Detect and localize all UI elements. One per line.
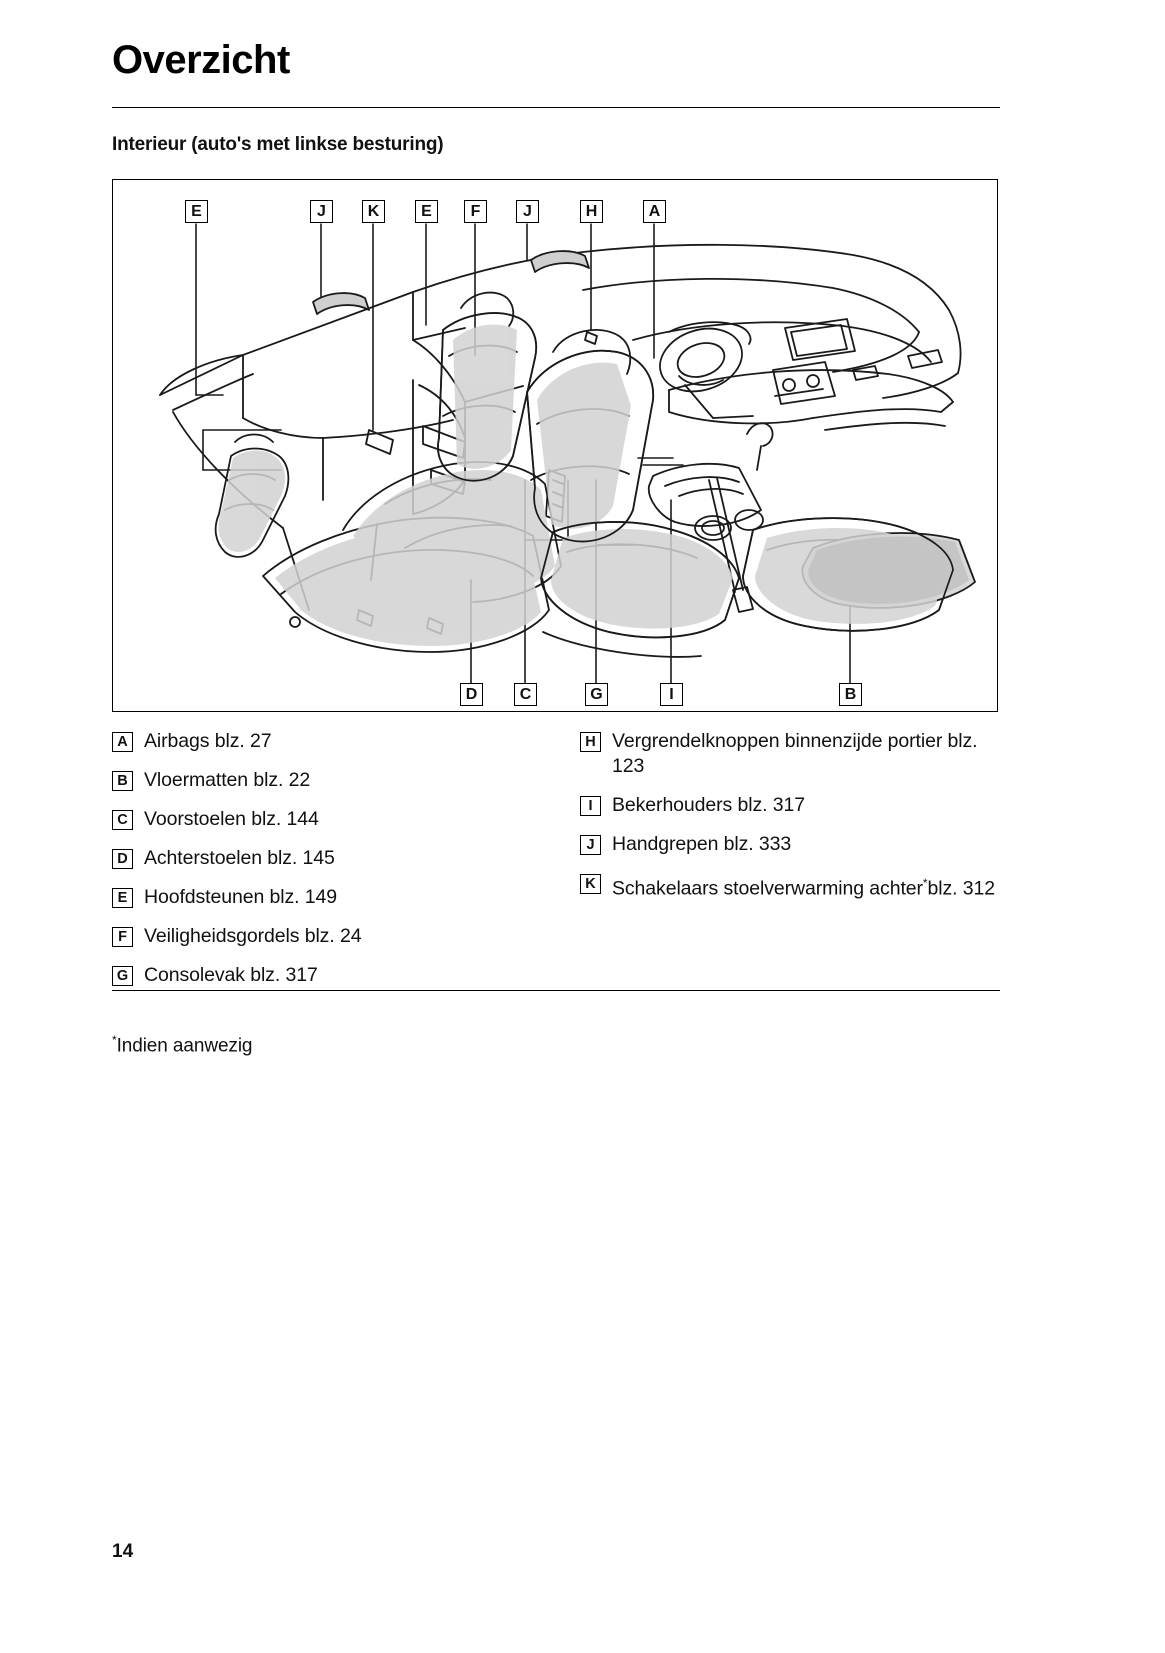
legend-item-j [580,832,1000,857]
legend-item-f [112,924,542,949]
legend-divider [112,990,1000,991]
figure-callout-h: H [580,200,603,223]
figure-callout-f: F [464,200,487,223]
legend-item-c [112,807,542,832]
page-title: Overzicht [112,38,290,82]
legend-mark-k: K [580,874,601,894]
legend-mark-b: B [112,771,133,791]
legend-item-e [112,885,542,910]
legend-item-k [580,871,1000,902]
legend-mark-g: G [112,966,133,986]
footnote [112,1033,1000,1057]
section-subtitle: Interieur (auto's met linkse besturing) [112,134,444,155]
legend-label-g: Consolevak blz. 317 [144,964,318,986]
legend-label-h: Vergrendelknoppen binnenzijde portier blz. 123 [612,730,978,777]
footnote-marker: * [112,1033,117,1047]
legend-item-h [580,729,1000,779]
title-divider [112,107,1000,108]
page-number: 14 [112,1541,134,1562]
legend-mark-f: F [112,927,133,947]
legend-label-f: Veiligheidsgordels blz. 24 [144,925,362,947]
legend-label-k [612,871,995,902]
interior-illustration [113,180,998,712]
page-content [112,0,1000,1057]
legend-label-j: Handgrepen blz. 333 [612,833,792,855]
legend-label-d: Achterstoelen blz. 145 [144,847,335,869]
legend [112,729,1000,997]
figure-callout-j-2: J [516,200,539,223]
figure-callout-a: A [643,200,666,223]
legend-mark-c: C [112,810,133,830]
legend-item-d [112,846,542,871]
interior-diagram [112,179,998,712]
figure-callout-k: K [362,200,385,223]
legend-label-k-page: blz. 312 [927,877,995,900]
legend-mark-i: I [580,796,601,816]
legend-mark-e: E [112,888,133,908]
legend-label-i: Bekerhouders blz. 317 [612,794,806,816]
figure-callout-g: G [585,683,608,706]
figure-callout-i: I [660,683,683,706]
legend-label-c: Voorstoelen blz. 144 [144,808,319,830]
legend-column-left [112,729,542,1002]
legend-item-b [112,768,542,793]
legend-label-b: Vloermatten blz. 22 [144,769,311,791]
legend-item-a [112,729,542,754]
legend-item-i [580,793,1000,818]
legend-column-right [580,729,1000,916]
figure-callout-e-2: E [415,200,438,223]
asterisk-marker: * [922,876,928,890]
legend-label-e: Hoofdsteunen blz. 149 [144,886,338,908]
figure-callout-b: B [839,683,862,706]
legend-item-g [112,963,542,988]
figure-callout-j-1: J [310,200,333,223]
legend-label-a: Airbags blz. 27 [144,730,272,752]
legend-mark-d: D [112,849,133,869]
figure-callout-c: C [514,683,537,706]
figure-callout-e-1: E [185,200,208,223]
legend-label-k-main: Schakelaars stoelverwarming achter [612,877,923,900]
footnote-text: Indien aanwezig [116,1035,253,1057]
legend-mark-a: A [112,732,133,752]
figure-callout-d: D [460,683,483,706]
legend-mark-h: H [580,732,601,752]
legend-mark-j: J [580,835,601,855]
